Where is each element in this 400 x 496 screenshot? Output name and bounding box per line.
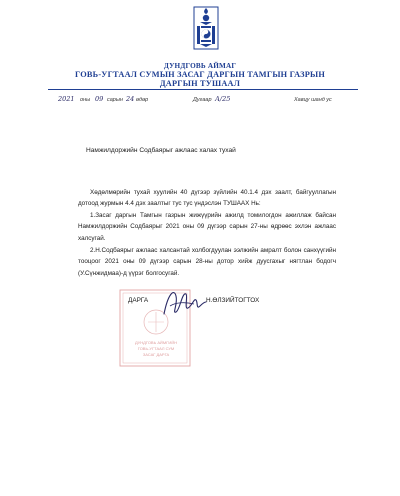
soyombo-emblem-icon	[191, 4, 221, 52]
handwritten-signature	[160, 284, 208, 320]
number-label: Дугаар	[193, 97, 212, 103]
signatory-name: Н.ӨЛЗИЙТОГТОХ	[206, 297, 260, 304]
date-year-suffix: оны	[80, 97, 91, 103]
paragraph-basis: Хөдөлмөрийн тухай хуулийн 40 дүгээр зүйлийн 40.1.4 дэх заалт, байгууллагын дотоод журмын 4.4 дэх заалтыг тус тус үндэслэн ТУШААХ Нь:	[78, 189, 336, 208]
organization-name: ГОВЬ-УГТААЛ СУМЫН ЗАСАГ ДАРГЫН ТАМГЫН ГАЗРЫН	[74, 70, 326, 79]
header-divider	[48, 89, 358, 90]
document-subject: Намжилдоржийн Содбаярыг ажлаас халах тухай	[86, 147, 236, 154]
paragraph-order-1: 1.Засаг даргын Тамгын газрын жижүүрийн ажилд томилогдон ажиллаж байсан Намжилдоржийн Содбаярыг 2021 оны 09 дүгээр сарын 27-ны өдрөөс эхлэн ажлаас халсугай.	[78, 212, 336, 242]
paragraph-order-2: 2.Н.Содбаярыг ажлаас халсантай холбогдуулан ээлжийн амралт болон санхүүгийн тооцоог 2021 оны 09 дүгээр сарын 28-ны дотор хийж дуусгахыг нягтлан бодогч (У.Сүнжидмаа)-д үүрэг болгосугай.	[78, 247, 336, 277]
stamp-line-3: ЗАСАГ ДАРГА	[142, 352, 170, 357]
date-month-suffix: сарын	[107, 97, 123, 103]
date-year: 2021	[58, 95, 75, 103]
date-month: 09	[95, 95, 104, 103]
signatory-title: ДАРГА	[128, 297, 149, 304]
issue-place: Хавцу шанд ус	[294, 97, 332, 103]
stamp-line-2: ГОВЬ-УГТААЛ СУМ	[137, 346, 175, 351]
document-number: А/25	[215, 95, 231, 103]
aimag-name: ДУНДГОВЬ АЙМАГ	[163, 62, 237, 70]
document-type: ДАРГЫН ТУШААЛ	[159, 79, 241, 88]
date-day-suffix: өдөр	[136, 97, 149, 103]
date-day: 24	[126, 95, 135, 103]
stamp-line-1: ДУНДГОВЬ АЙМГИЙН	[134, 340, 178, 345]
